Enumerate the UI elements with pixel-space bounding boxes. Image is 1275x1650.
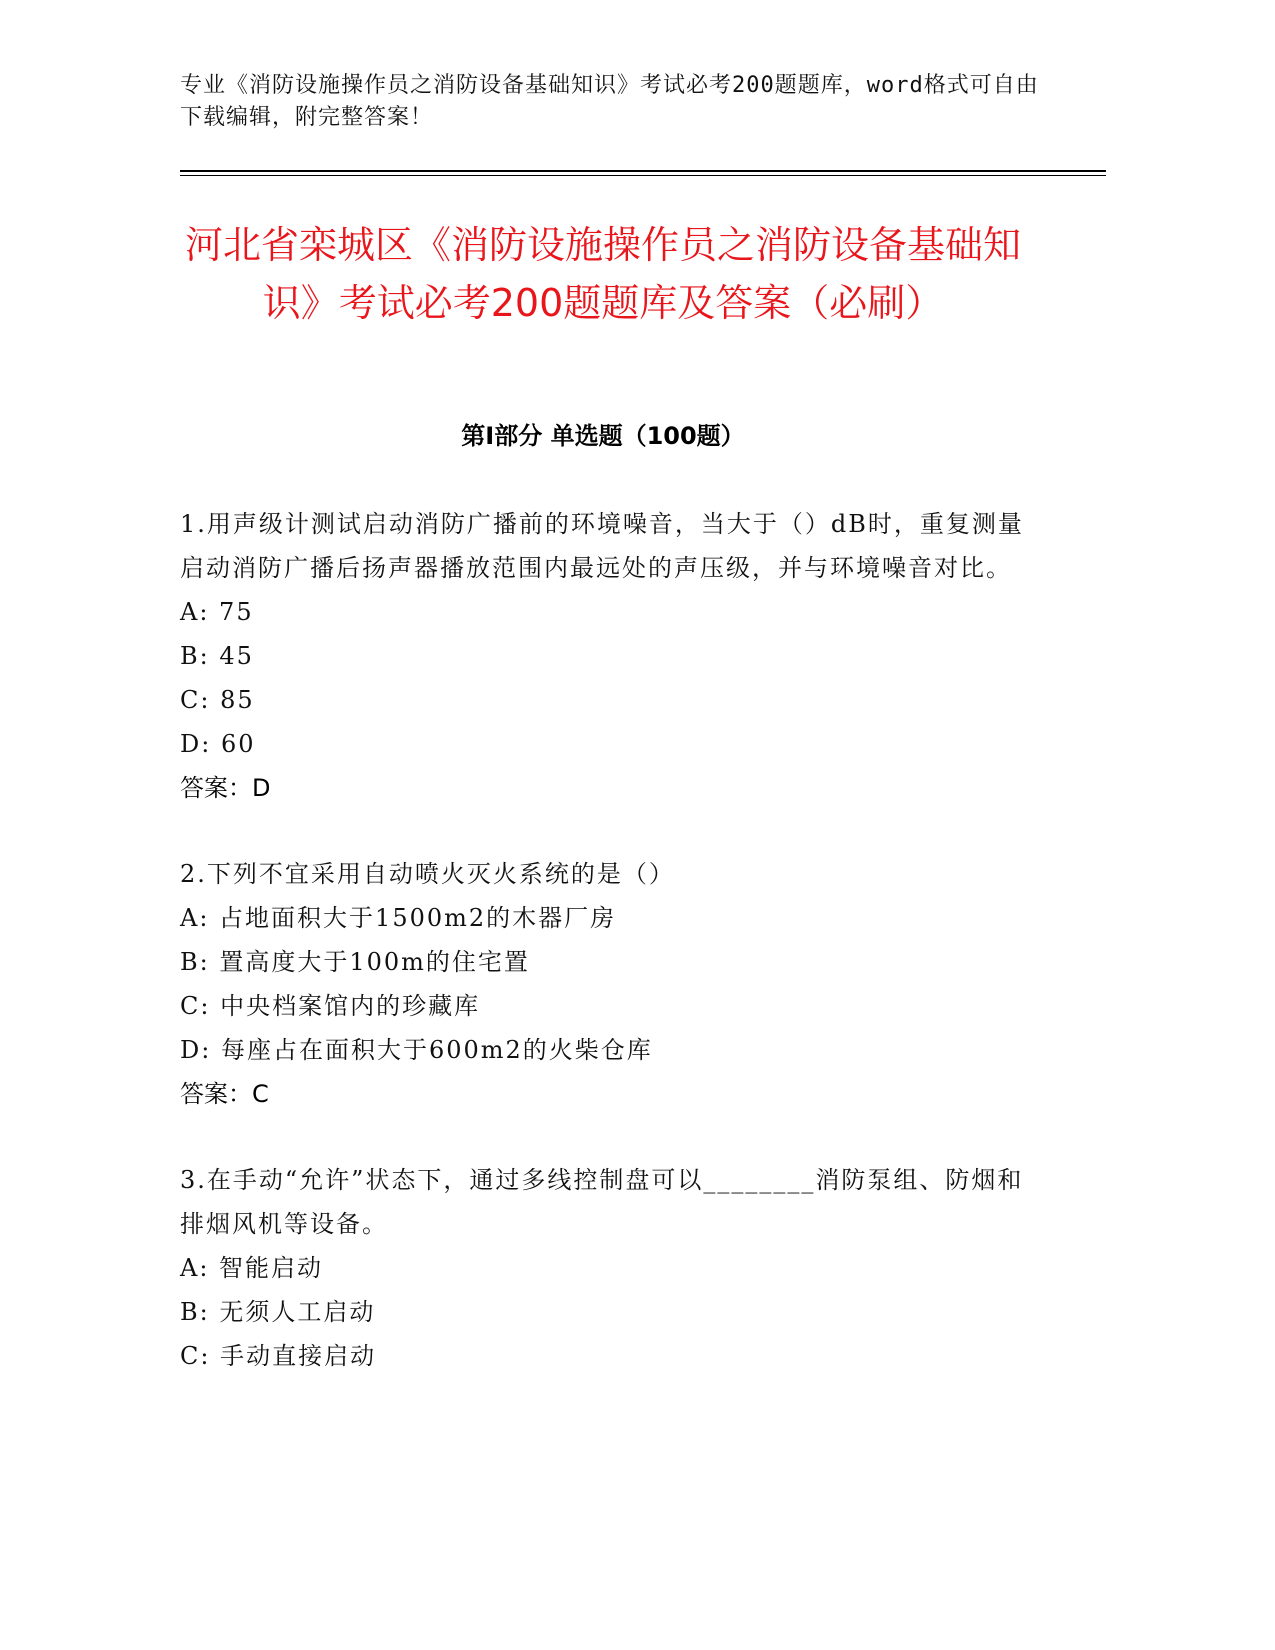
question-3 [180,1158,1030,1378]
answer-text: 答案：C [180,1080,269,1108]
document-title: 河北省栾城区《消防设施操作员之消防设备基础知识》考试必考200题题库及答案（必刷） [184,223,1021,325]
option-c: C: 中央档案馆内的珍藏库 [180,992,481,1020]
question-1 [180,502,1030,810]
header-note: 专业《消防设施操作员之消防设备基础知识》考试必考200题题库，word格式可自由下载编辑，附完整答案！ [180,73,1039,130]
question-text: 1.用声级计测试启动消防广播前的环境噪音，当大于（）dB时，重复测量启动消防广播后扬声器播放范围内最远处的声压级，并与环境噪音对比。 [180,510,1024,582]
option-b: B: 45 [180,642,254,670]
question-text: 3.在手动“允许”状态下，通过多线控制盘可以________消防泵组、防烟和排烟风机等设备。 [180,1166,1024,1238]
question-text: 2.下列不宜采用自动喷火灭火系统的是（） [180,860,675,888]
option-a: A: 占地面积大于1500m2的木器厂房 [180,904,617,932]
header-divider-thin [180,175,1106,176]
option-b: B: 置高度大于100m的住宅置 [180,948,530,976]
answer-text: 答案：D [180,774,271,802]
option-a: A: 75 [180,598,254,626]
option-c: C: 85 [180,686,255,714]
option-d: D: 每座占在面积大于600m2的火柴仓库 [180,1036,653,1064]
option-c: C: 手动直接启动 [180,1342,377,1370]
option-b: B: 无须人工启动 [180,1298,376,1326]
section-title: 第Ⅰ部分 单选题（100题） [461,422,745,450]
option-a: A: 智能启动 [180,1254,324,1282]
question-2 [180,852,1030,1116]
option-d: D: 60 [180,730,256,758]
header-divider-thick [180,170,1106,172]
question-list [180,502,1030,1420]
